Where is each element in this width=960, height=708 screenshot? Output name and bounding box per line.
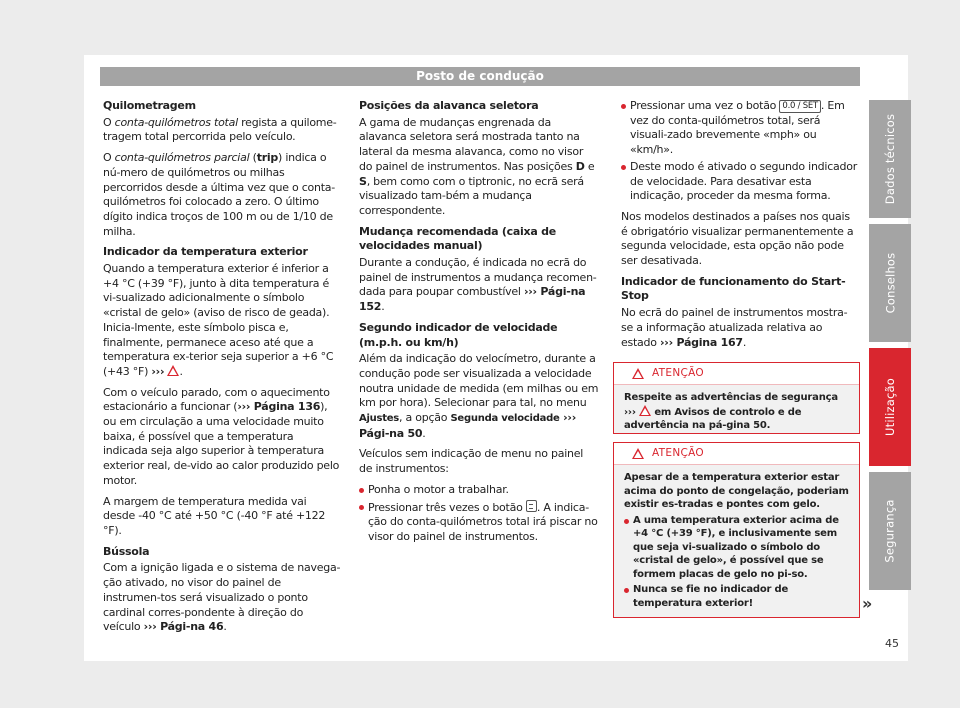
attention-header: ATENÇÃO <box>614 363 859 385</box>
paragraph-mandatory-models: Nos modelos destinados a países nos quais é obrigatório visualizar permanentemente a segunda velocidade, esta opção não pode ser desativada. <box>621 209 854 268</box>
column-2 <box>359 99 599 547</box>
attention-body: Apesar de a temperatura exterior estar acima do ponto de congelação, poderiam existir es-tradas e pontes com gelo. A uma temperatura exterior acima de +4 °C (+39 °F), e inclusivamente sem que seja vi-sualizado o símbolo do «cristal de gelo», é possível que se formem placas de gelo no pi-so. Nunca se fie no indicador de temperatura exterior! <box>614 465 859 618</box>
paragraph-total-odometer: O conta-quilómetros total regista a quilome-tragem total percorrida pelo veículo. <box>103 115 337 144</box>
tab-conselhos[interactable]: Conselhos <box>869 224 911 342</box>
warning-triangle-icon <box>639 405 651 416</box>
heading-start-stop: Indicador de funcionamento do Start-Stop <box>621 274 846 303</box>
attention-box-2 <box>613 442 860 618</box>
paragraph-stationary-heating: Com o veículo parado, com o aquecimento estacionário a funcionar (››› Página 136), ou em circulação a uma velocidade muito baixa, é possível que a temperatura indicada seja algo superior à temperatura exterior real, de-vido ao calor produzido pelo motor. <box>103 385 340 487</box>
paragraph-no-menu: Veículos sem indicação de menu no painel de instrumentos: <box>359 447 584 476</box>
warning-triangle-icon <box>632 448 644 459</box>
attention-header: ATENÇÃO <box>614 443 859 465</box>
attention-body: Respeite as advertências de segurança ››› em Avisos de controlo e de advertência na pá-gina 50. <box>624 392 838 431</box>
heading-compass: Bússola <box>103 544 150 558</box>
heading-second-speed: Segundo indicador de velocidade (m.p.h. ou km/h) <box>359 320 558 349</box>
paragraph-ice-crystal: Quando a temperatura exterior é inferior a +4 °C (+39 °F), junto à dita temperatura é vi-sualizado adicionalmente o símbolo «cristal de gelo» (aviso de risco de geada). Inicia-lmente, este símbolo pisca e, finalmente, permanece aceso até que a temperatura ex-terior seja superior a +6 °C (+43 °F) ››› . <box>103 262 334 378</box>
trip-button-icon <box>526 500 537 512</box>
tab-seguranca[interactable]: Segurança <box>869 472 911 590</box>
attention-bullet-ice: A uma temperatura exterior acima de +4 °C (+39 °F), e inclusivamente sem que seja vi-sualizado o símbolo do «cristal de gelo», é possível que se formem placas de gelo no pi-so. <box>624 514 851 582</box>
link-page-136[interactable]: ››› Página 136 <box>237 400 321 414</box>
heading-recommended-gear: Mudança recomendada (caixa de velocidades manual) <box>359 224 556 253</box>
warning-triangle-icon <box>632 368 644 379</box>
continue-arrow-icon: » <box>862 594 873 613</box>
heading-selector-lever: Posições da alavanca seletora <box>359 99 539 112</box>
paragraph-temperature-range: A margem de temperatura medida vai desde -40 °C até +50 °C (-40 °F até +122 °F). <box>103 494 326 537</box>
paragraph-start-stop: No ecrã do painel de instrumentos mostra-se a informação atualizada relativa ao estado ››› Página 167. <box>621 306 848 349</box>
page-header: Posto de condução <box>100 67 860 86</box>
column-1 <box>103 99 341 641</box>
attention-bullet-trust: Nunca se fie no indicador de temperatura exterior! <box>624 583 851 610</box>
paragraph-compass: Com a ignição ligada e o sistema de navega-ção ativado, no visor do painel de instrumen-tos será visualizado o ponto cardinal corres-pondente à direção do veículo ››› Pági-na 46. <box>103 561 341 634</box>
heading-outside-temperature: Indicador da temperatura exterior <box>103 245 308 259</box>
link-page-167[interactable]: ››› Página 167 <box>660 335 743 349</box>
bullet-second-speed-active: Deste modo é ativado o segundo indicador de velocidade. Para desativar esta indicação, proceder da mesma forma. <box>621 160 858 204</box>
link-page-152[interactable]: ››› Pági-na 152 <box>359 285 586 314</box>
paragraph-recommended-gear: Durante a condução, é indicada no ecrã do painel de instrumentos a mudança recomen-dada para poupar combustível ››› Pági-na 152. <box>359 256 597 314</box>
paragraph-selector-lever: A gama de mudanças engrenada da alavanca seletora será mostrada tanto na lateral da mesma alavanca, como no visor do painel de instrumentos. Nas posições D e S, bem como com o tiptronic, no ecrã será visualizado tam-bém a mudança correspondente. <box>359 115 595 217</box>
page-number: 45 <box>885 637 899 650</box>
bullet-press-button: Pressionar três vezes o botão . A indica-ção do conta-quilómetros total irá piscar no visor do painel de instrumentos. <box>359 500 599 545</box>
bullet-press-set: Pressionar uma vez o botão 0.0 / SET . Em vez do conta-quilómetros total, será visuali-zado brevemente «mph» ou «km/h». <box>621 99 858 158</box>
heading-odometer: Quilometragem <box>103 99 196 112</box>
paragraph-second-speed: Além da indicação do velocímetro, durante a condução pode ser visualizada a velocidade noutra unidade de medida (em milhas ou em km por hora). Selecionar para tal, no menu Ajustes, a opção Segunda velocidade ››› Pági-na 50. <box>359 352 599 440</box>
set-button-key: 0.0 / SET <box>779 100 821 113</box>
paragraph-trip-odometer: O conta-quilómetros parcial (trip) indica o nú-mero de quilómetros ou milhas percorridos desde a última vez que o conta-quilómetros foi colocado a zero. O último dígito indica troços de 100 m ou de 1/10 de milha. <box>103 151 335 238</box>
tab-dados-tecnicos[interactable]: Dados técnicos <box>869 100 911 218</box>
warning-triangle-icon <box>167 365 179 376</box>
link-page-50[interactable]: ››› Pági-na 50 <box>359 411 576 440</box>
bullet-start-engine: Ponha o motor a trabalhar. <box>359 483 599 498</box>
tab-utilizacao[interactable]: Utilização <box>869 348 911 466</box>
attention-box-1 <box>613 362 860 434</box>
link-page-46[interactable]: ››› Pági-na 46 <box>143 620 224 634</box>
column-3 <box>621 99 858 356</box>
